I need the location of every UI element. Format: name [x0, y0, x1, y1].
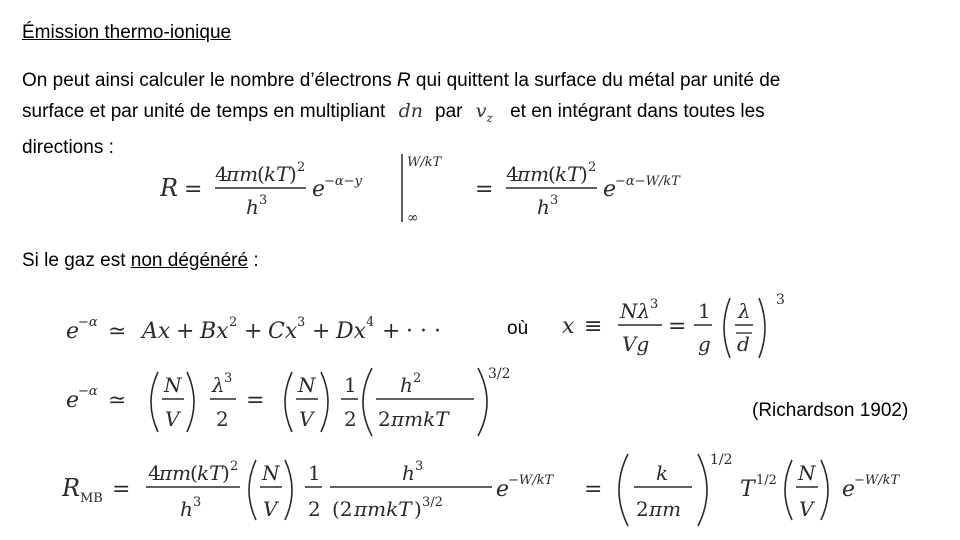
svg-text:1: 1 — [698, 299, 711, 323]
svg-text:=: = — [668, 314, 687, 339]
svg-text:Ax: Ax — [142, 319, 171, 344]
svg-text:): ) — [222, 461, 230, 485]
svg-text:e: e — [496, 477, 510, 502]
slide-title: Émission thermo-ionique — [22, 22, 232, 43]
svg-text:≃: ≃ — [108, 388, 127, 413]
svg-text:V: V — [165, 407, 180, 431]
svg-text:N: N — [262, 461, 280, 485]
svg-text:h: h — [400, 373, 413, 397]
paragraph-line-1-a: On peut ainsi calculer le nombre d’électrons — [22, 70, 397, 91]
svg-text:−W/kT: −W/kT — [508, 473, 554, 488]
svg-text:πm: πm — [159, 461, 192, 485]
svg-text:h: h — [180, 497, 193, 521]
svg-text:(: ( — [548, 162, 556, 186]
svg-text:=: = — [184, 177, 203, 202]
svg-text:∞: ∞ — [407, 210, 419, 226]
svg-text:e: e — [312, 177, 326, 202]
svg-text:g: g — [698, 332, 711, 356]
svg-text:V: V — [799, 497, 814, 521]
equation-r — [160, 150, 760, 230]
svg-text:e: e — [66, 319, 80, 344]
svg-text:h: h — [402, 461, 415, 485]
svg-text:=: = — [112, 477, 131, 502]
paragraph-line-1-b: qui quittent la surface du métal par unité de — [410, 70, 781, 91]
svg-text:3: 3 — [776, 292, 785, 308]
svg-text:λ: λ — [738, 299, 751, 323]
svg-text:2: 2 — [344, 407, 357, 431]
svg-text:3: 3 — [650, 297, 659, 312]
svg-text:−α−W/kT: −α−W/kT — [615, 174, 680, 189]
svg-text:1: 1 — [344, 373, 357, 397]
svg-text:2: 2 — [229, 315, 238, 330]
paragraph-line-2-c: et en intégrant dans toutes les — [504, 101, 765, 122]
svg-text:d: d — [737, 332, 750, 356]
svg-text:≡: ≡ — [584, 314, 603, 339]
svg-text:x: x — [562, 314, 575, 339]
svg-text:): ) — [289, 162, 297, 186]
svg-text:): ) — [580, 162, 588, 186]
equation-richardson — [62, 450, 942, 534]
svg-text:1/2: 1/2 — [710, 452, 733, 468]
paragraph-line-1 — [22, 66, 932, 96]
svg-text:N: N — [164, 373, 182, 397]
svg-text:2: 2 — [413, 371, 422, 386]
svg-text:1/2: 1/2 — [756, 473, 777, 488]
svg-text:(: ( — [257, 162, 265, 186]
svg-text:πm: πm — [517, 162, 550, 186]
paragraph-line-3: directions : — [22, 136, 114, 158]
svg-text:kT: kT — [555, 162, 581, 186]
svg-text:3: 3 — [224, 371, 233, 386]
svg-text:2: 2 — [297, 160, 306, 175]
svg-text:2: 2 — [378, 407, 391, 431]
svg-text:2: 2 — [588, 160, 597, 175]
svg-text:e: e — [66, 388, 80, 413]
svg-text:πm: πm — [649, 497, 682, 521]
svg-text:πmkT: πmkT — [391, 407, 449, 431]
svg-text:3: 3 — [193, 495, 202, 510]
svg-text:R: R — [62, 474, 81, 502]
svg-text:T: T — [740, 477, 755, 502]
paragraph-line-2 — [22, 96, 932, 133]
svg-text:3: 3 — [259, 193, 268, 208]
svg-text:−α: −α — [78, 315, 98, 330]
svg-text:h: h — [537, 195, 550, 219]
svg-text:W/kT: W/kT — [407, 155, 442, 170]
svg-text:V: V — [263, 497, 278, 521]
svg-text:Bx: Bx — [200, 319, 229, 344]
svg-text:=: = — [246, 388, 265, 413]
svg-text:R: R — [160, 174, 179, 202]
svg-text:πmkT: πmkT — [354, 497, 412, 521]
svg-text:=: = — [584, 477, 603, 502]
svg-text:−W/kT: −W/kT — [854, 473, 900, 488]
svg-text:e: e — [842, 477, 856, 502]
variable-r: R — [396, 70, 411, 91]
svg-text:4: 4 — [148, 461, 161, 485]
svg-text:−α−y: −α−y — [324, 174, 362, 189]
svg-text:≃: ≃ — [108, 319, 127, 344]
svg-text:3/2: 3/2 — [488, 366, 511, 382]
ou-label: où — [507, 318, 529, 339]
equation-series — [66, 310, 496, 350]
svg-text:k: k — [656, 461, 669, 485]
math-vz: $v_z$ — [475, 100, 493, 125]
svg-text:+: + — [382, 319, 401, 344]
svg-text:+: + — [244, 319, 263, 344]
svg-text:4: 4 — [215, 162, 228, 186]
svg-text:N: N — [298, 373, 316, 397]
svg-text:Cx: Cx — [268, 319, 298, 344]
richardson-label: (Richardson 1902) — [752, 400, 909, 421]
svg-text:2: 2 — [636, 497, 649, 521]
svg-text:3: 3 — [297, 315, 306, 330]
svg-text:· · ·: · · · — [406, 319, 441, 344]
svg-text:V: V — [299, 407, 314, 431]
svg-text:2: 2 — [230, 459, 239, 474]
svg-text:3: 3 — [550, 193, 559, 208]
equation-exp-alpha — [66, 364, 526, 444]
svg-text:3: 3 — [415, 459, 424, 474]
svg-text:2: 2 — [308, 497, 321, 521]
gas-condition-line — [22, 250, 259, 272]
equation-x — [562, 288, 802, 366]
svg-text:Vg: Vg — [622, 332, 650, 356]
svg-text:N: N — [798, 461, 816, 485]
svg-text:Dx: Dx — [336, 319, 367, 344]
svg-text:): ) — [414, 497, 422, 521]
svg-text:λ: λ — [212, 373, 225, 397]
svg-text:e: e — [603, 177, 617, 202]
svg-text:4: 4 — [506, 162, 519, 186]
svg-text:Nλ: Nλ — [620, 299, 651, 323]
paragraph-line-2-b: par — [435, 101, 468, 122]
svg-text:(: ( — [190, 461, 198, 485]
svg-text:−α: −α — [78, 384, 98, 399]
svg-text:+: + — [312, 319, 331, 344]
svg-text:MB: MB — [80, 491, 103, 506]
svg-text:2: 2 — [216, 407, 229, 431]
svg-text:3/2: 3/2 — [422, 495, 443, 510]
svg-text:kT: kT — [264, 162, 290, 186]
svg-text:kT: kT — [197, 461, 223, 485]
intro-paragraph — [22, 66, 932, 163]
svg-text:4: 4 — [366, 315, 375, 330]
svg-text:(2: (2 — [332, 497, 353, 521]
svg-text:=: = — [475, 177, 494, 202]
math-dn: dn — [398, 100, 423, 122]
svg-text:+: + — [176, 319, 195, 344]
gas-prefix: Si le gaz est — [22, 250, 131, 271]
svg-text:h: h — [246, 195, 259, 219]
gas-suffix: : — [248, 250, 259, 271]
gas-non-degenerate: non dégénéré — [130, 250, 249, 271]
svg-text:1: 1 — [308, 461, 321, 485]
paragraph-line-2-a: surface et par unité de temps en multipliant — [22, 101, 391, 122]
svg-text:πm: πm — [226, 162, 259, 186]
